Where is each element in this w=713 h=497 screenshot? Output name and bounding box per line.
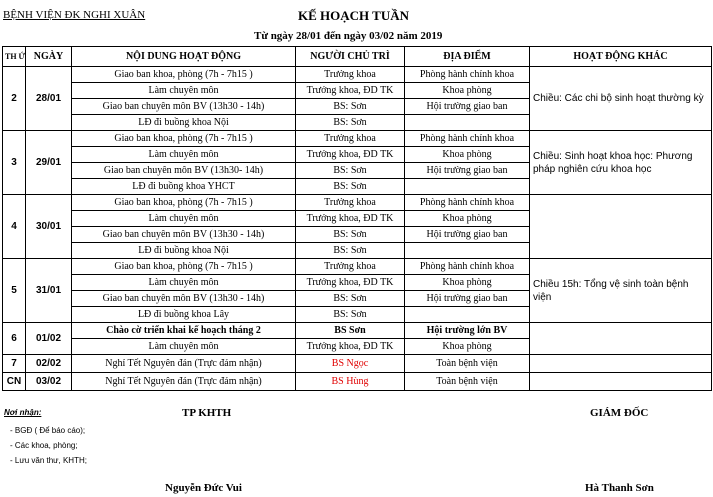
activity-person: Trưởng khoa xyxy=(296,259,405,275)
activity-person: Trưởng khoa xyxy=(296,131,405,147)
activity-content: Giao ban khoa, phòng (7h - 7h15 ) xyxy=(72,195,296,211)
activity-content: Nghỉ Tết Nguyên đán (Trực đảm nhận) xyxy=(72,373,296,391)
recipient-item: - Lưu văn thư, KHTH; xyxy=(10,456,87,465)
activity-place: Khoa phòng xyxy=(405,211,530,227)
day-date: 31/01 xyxy=(26,259,72,323)
table-row xyxy=(3,355,712,373)
date-range: Từ ngày 28/01 đến ngày 03/02 năm 2019 xyxy=(254,30,443,42)
activity-content: LĐ đi buồng khoa Lây xyxy=(72,307,296,323)
day-of-week: 4 xyxy=(3,195,26,259)
left-signature-title: TP KHTH xyxy=(182,407,232,419)
activity-content: Giao ban khoa, phòng (7h - 7h15 ) xyxy=(72,131,296,147)
header-place: ĐỊA ĐIỂM xyxy=(405,47,530,67)
activity-place: Khoa phòng xyxy=(405,83,530,99)
other-activity xyxy=(530,323,712,355)
day-of-week: 2 xyxy=(3,67,26,131)
table-row xyxy=(3,67,712,83)
activity-content: Giao ban khoa, phòng (7h - 7h15 ) xyxy=(72,67,296,83)
activity-person: BS Hùng xyxy=(296,373,405,391)
header-day: TH Ứ xyxy=(3,47,26,67)
day-date: 28/01 xyxy=(26,67,72,131)
activity-content: Giao ban chuyên môn BV (13h30 - 14h) xyxy=(72,291,296,307)
activity-content: Giao ban chuyên môn BV (13h30- 14h) xyxy=(72,163,296,179)
day-of-week: 3 xyxy=(3,131,26,195)
activity-person: BS: Sơn xyxy=(296,163,405,179)
activity-place: Khoa phòng xyxy=(405,339,530,355)
activity-person: Trưởng khoa, ĐD TK xyxy=(296,275,405,291)
activity-content: Giao ban chuyên môn BV (13h30 - 14h) xyxy=(72,99,296,115)
activity-place xyxy=(405,179,530,195)
activity-content: Nghỉ Tết Nguyên đán (Trực đảm nhận) xyxy=(72,355,296,373)
activity-place: Khoa phòng xyxy=(405,147,530,163)
activity-person: Trưởng khoa, ĐD TK xyxy=(296,211,405,227)
activity-content: LĐ đi buồng khoa Nội xyxy=(72,243,296,259)
activity-person: BS: Sơn xyxy=(296,291,405,307)
activity-place: Hội trường lớn BV xyxy=(405,323,530,339)
header-other: HOẠT ĐỘNG KHÁC xyxy=(530,47,712,67)
activity-person: BS: Sơn xyxy=(296,307,405,323)
table-row xyxy=(3,323,712,339)
activity-place xyxy=(405,243,530,259)
activity-place: Phòng hành chính khoa xyxy=(405,131,530,147)
activity-person: Trưởng khoa xyxy=(296,67,405,83)
activity-place: Hội trường giao ban xyxy=(405,163,530,179)
activity-content: Chào cờ triển khai kế hoạch tháng 2 xyxy=(72,323,296,339)
activity-place xyxy=(405,115,530,131)
other-activity xyxy=(530,355,712,373)
organization-name: BỆNH VIỆN ĐK NGHI XUÂN xyxy=(3,9,146,21)
activity-content: Làm chuyên môn xyxy=(72,147,296,163)
day-date: 30/01 xyxy=(26,195,72,259)
right-signature-title: GIÁM ĐỐC xyxy=(590,407,649,419)
table-row xyxy=(3,131,712,147)
recipient-item: - Các khoa, phòng; xyxy=(10,441,78,450)
table-header-row xyxy=(3,47,712,67)
day-of-week: CN xyxy=(3,373,26,391)
activity-place: Phòng hành chính khoa xyxy=(405,259,530,275)
table-row xyxy=(3,373,712,391)
recipients-title: Nơi nhận: xyxy=(4,408,42,417)
activity-person: Trưởng khoa xyxy=(296,195,405,211)
weekly-plan-table xyxy=(2,46,712,391)
table-row xyxy=(3,195,712,211)
activity-place: Khoa phòng xyxy=(405,275,530,291)
other-activity: Chiều 15h: Tổng vệ sinh toàn bệnh viện xyxy=(530,259,712,323)
other-activity: Chiều: Các chi bộ sinh hoạt thường kỳ xyxy=(530,67,712,131)
table-body xyxy=(3,67,712,391)
activity-content: Làm chuyên môn xyxy=(72,275,296,291)
header-person: NGƯỜI CHỦ TRÌ xyxy=(296,47,405,67)
left-signature-name: Nguyễn Đức Vui xyxy=(165,482,242,494)
activity-content: Giao ban khoa, phòng (7h - 7h15 ) xyxy=(72,259,296,275)
table-row xyxy=(3,259,712,275)
activity-person: BS: Sơn xyxy=(296,227,405,243)
activity-person: BS Ngọc xyxy=(296,355,405,373)
header-date: NGÀY xyxy=(26,47,72,67)
activity-place: Toàn bệnh viện xyxy=(405,355,530,373)
activity-content: Làm chuyên môn xyxy=(72,211,296,227)
day-date: 01/02 xyxy=(26,323,72,355)
other-activity xyxy=(530,195,712,259)
activity-content: LĐ đi buồng khoa YHCT xyxy=(72,179,296,195)
activity-place: Hội trường giao ban xyxy=(405,99,530,115)
activity-content: Giao ban chuyên môn BV (13h30 - 14h) xyxy=(72,227,296,243)
activity-content: Làm chuyên môn xyxy=(72,339,296,355)
day-date: 03/02 xyxy=(26,373,72,391)
activity-place: Toàn bệnh viện xyxy=(405,373,530,391)
activity-person: BS: Sơn xyxy=(296,179,405,195)
activity-place: Hội trường giao ban xyxy=(405,227,530,243)
activity-content: Làm chuyên môn xyxy=(72,83,296,99)
activity-place xyxy=(405,307,530,323)
header-content: NỘI DUNG HOẠT ĐỘNG xyxy=(72,47,296,67)
activity-person: BS: Sơn xyxy=(296,243,405,259)
activity-person: Trưởng khoa, ĐD TK xyxy=(296,83,405,99)
page-title: KẾ HOẠCH TUẦN xyxy=(298,8,409,23)
activity-place: Phòng hành chính khoa xyxy=(405,67,530,83)
recipient-item: - BGĐ ( Để báo cáo); xyxy=(10,426,86,435)
activity-content: LĐ đi buồng khoa Nội xyxy=(72,115,296,131)
activity-person: Trưởng khoa, ĐD TK xyxy=(296,339,405,355)
activity-person: BS: Sơn xyxy=(296,115,405,131)
right-signature-name: Hà Thanh Sơn xyxy=(585,482,654,494)
other-activity: Chiều: Sinh hoạt khoa học: Phương pháp nghiên cứu khoa học xyxy=(530,131,712,195)
activity-person: BS Sơn xyxy=(296,323,405,339)
day-of-week: 6 xyxy=(3,323,26,355)
day-date: 02/02 xyxy=(26,355,72,373)
day-of-week: 5 xyxy=(3,259,26,323)
day-of-week: 7 xyxy=(3,355,26,373)
activity-person: Trưởng khoa, ĐD TK xyxy=(296,147,405,163)
activity-place: Phòng hành chính khoa xyxy=(405,195,530,211)
day-date: 29/01 xyxy=(26,131,72,195)
activity-place: Hội trường giao ban xyxy=(405,291,530,307)
activity-person: BS: Sơn xyxy=(296,99,405,115)
other-activity xyxy=(530,373,712,391)
